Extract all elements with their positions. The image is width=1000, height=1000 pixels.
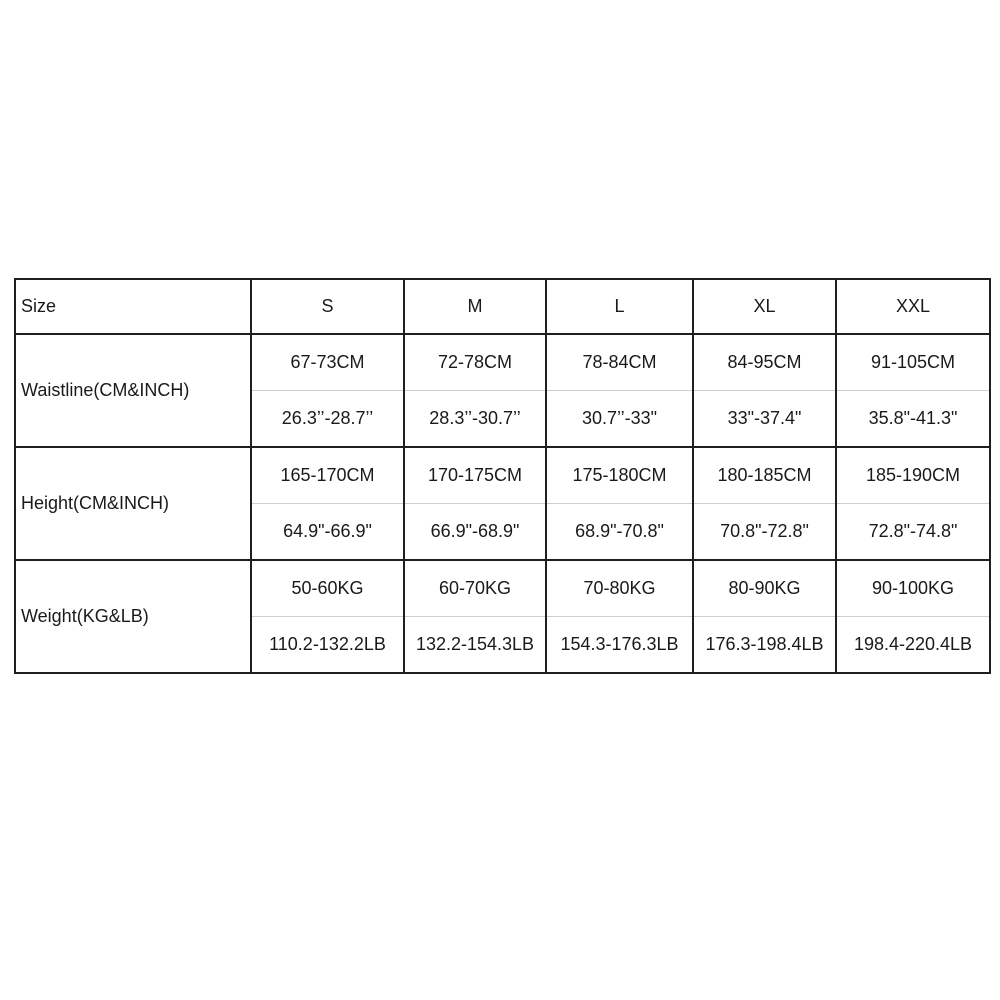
table-cell: 30.7’’-33" — [546, 391, 693, 448]
height-cm-row — [15, 447, 990, 504]
table-cell: 185-190CM — [836, 447, 990, 504]
corner-label: Size — [15, 279, 251, 334]
header-row — [15, 279, 990, 334]
size-chart-table — [14, 278, 991, 674]
table-cell: 50-60KG — [251, 560, 404, 617]
table-cell: 176.3-198.4LB — [693, 617, 836, 674]
table-cell: 154.3-176.3LB — [546, 617, 693, 674]
table-cell: 26.3’’-28.7’’ — [251, 391, 404, 448]
size-header-xl: XL — [693, 279, 836, 334]
table-cell: 33"-37.4" — [693, 391, 836, 448]
table-cell: 70.8"-72.8" — [693, 504, 836, 561]
weight-kg-row — [15, 560, 990, 617]
table-cell: 72.8"-74.8" — [836, 504, 990, 561]
table-cell: 80-90KG — [693, 560, 836, 617]
table-cell: 68.9"-70.8" — [546, 504, 693, 561]
table-cell: 110.2-132.2LB — [251, 617, 404, 674]
table-cell: 70-80KG — [546, 560, 693, 617]
size-header-xxl: XXL — [836, 279, 990, 334]
table-cell: 66.9"-68.9" — [404, 504, 546, 561]
table-cell: 91-105CM — [836, 334, 990, 391]
table-cell: 132.2-154.3LB — [404, 617, 546, 674]
table-cell: 72-78CM — [404, 334, 546, 391]
table-cell: 78-84CM — [546, 334, 693, 391]
waistline-cm-row — [15, 334, 990, 391]
table-cell: 67-73CM — [251, 334, 404, 391]
waistline-label: Waistline(CM&INCH) — [15, 334, 251, 447]
table-cell: 198.4-220.4LB — [836, 617, 990, 674]
table-cell: 35.8"-41.3" — [836, 391, 990, 448]
weight-label: Weight(KG&LB) — [15, 560, 251, 673]
table-cell: 28.3’’-30.7’’ — [404, 391, 546, 448]
table-cell: 165-170CM — [251, 447, 404, 504]
size-header-s: S — [251, 279, 404, 334]
height-label: Height(CM&INCH) — [15, 447, 251, 560]
size-header-m: M — [404, 279, 546, 334]
table-cell: 170-175CM — [404, 447, 546, 504]
table-cell: 90-100KG — [836, 560, 990, 617]
table-cell: 60-70KG — [404, 560, 546, 617]
size-header-l: L — [546, 279, 693, 334]
table-cell: 84-95CM — [693, 334, 836, 391]
table-cell: 180-185CM — [693, 447, 836, 504]
table-cell: 64.9"-66.9" — [251, 504, 404, 561]
table-cell: 175-180CM — [546, 447, 693, 504]
